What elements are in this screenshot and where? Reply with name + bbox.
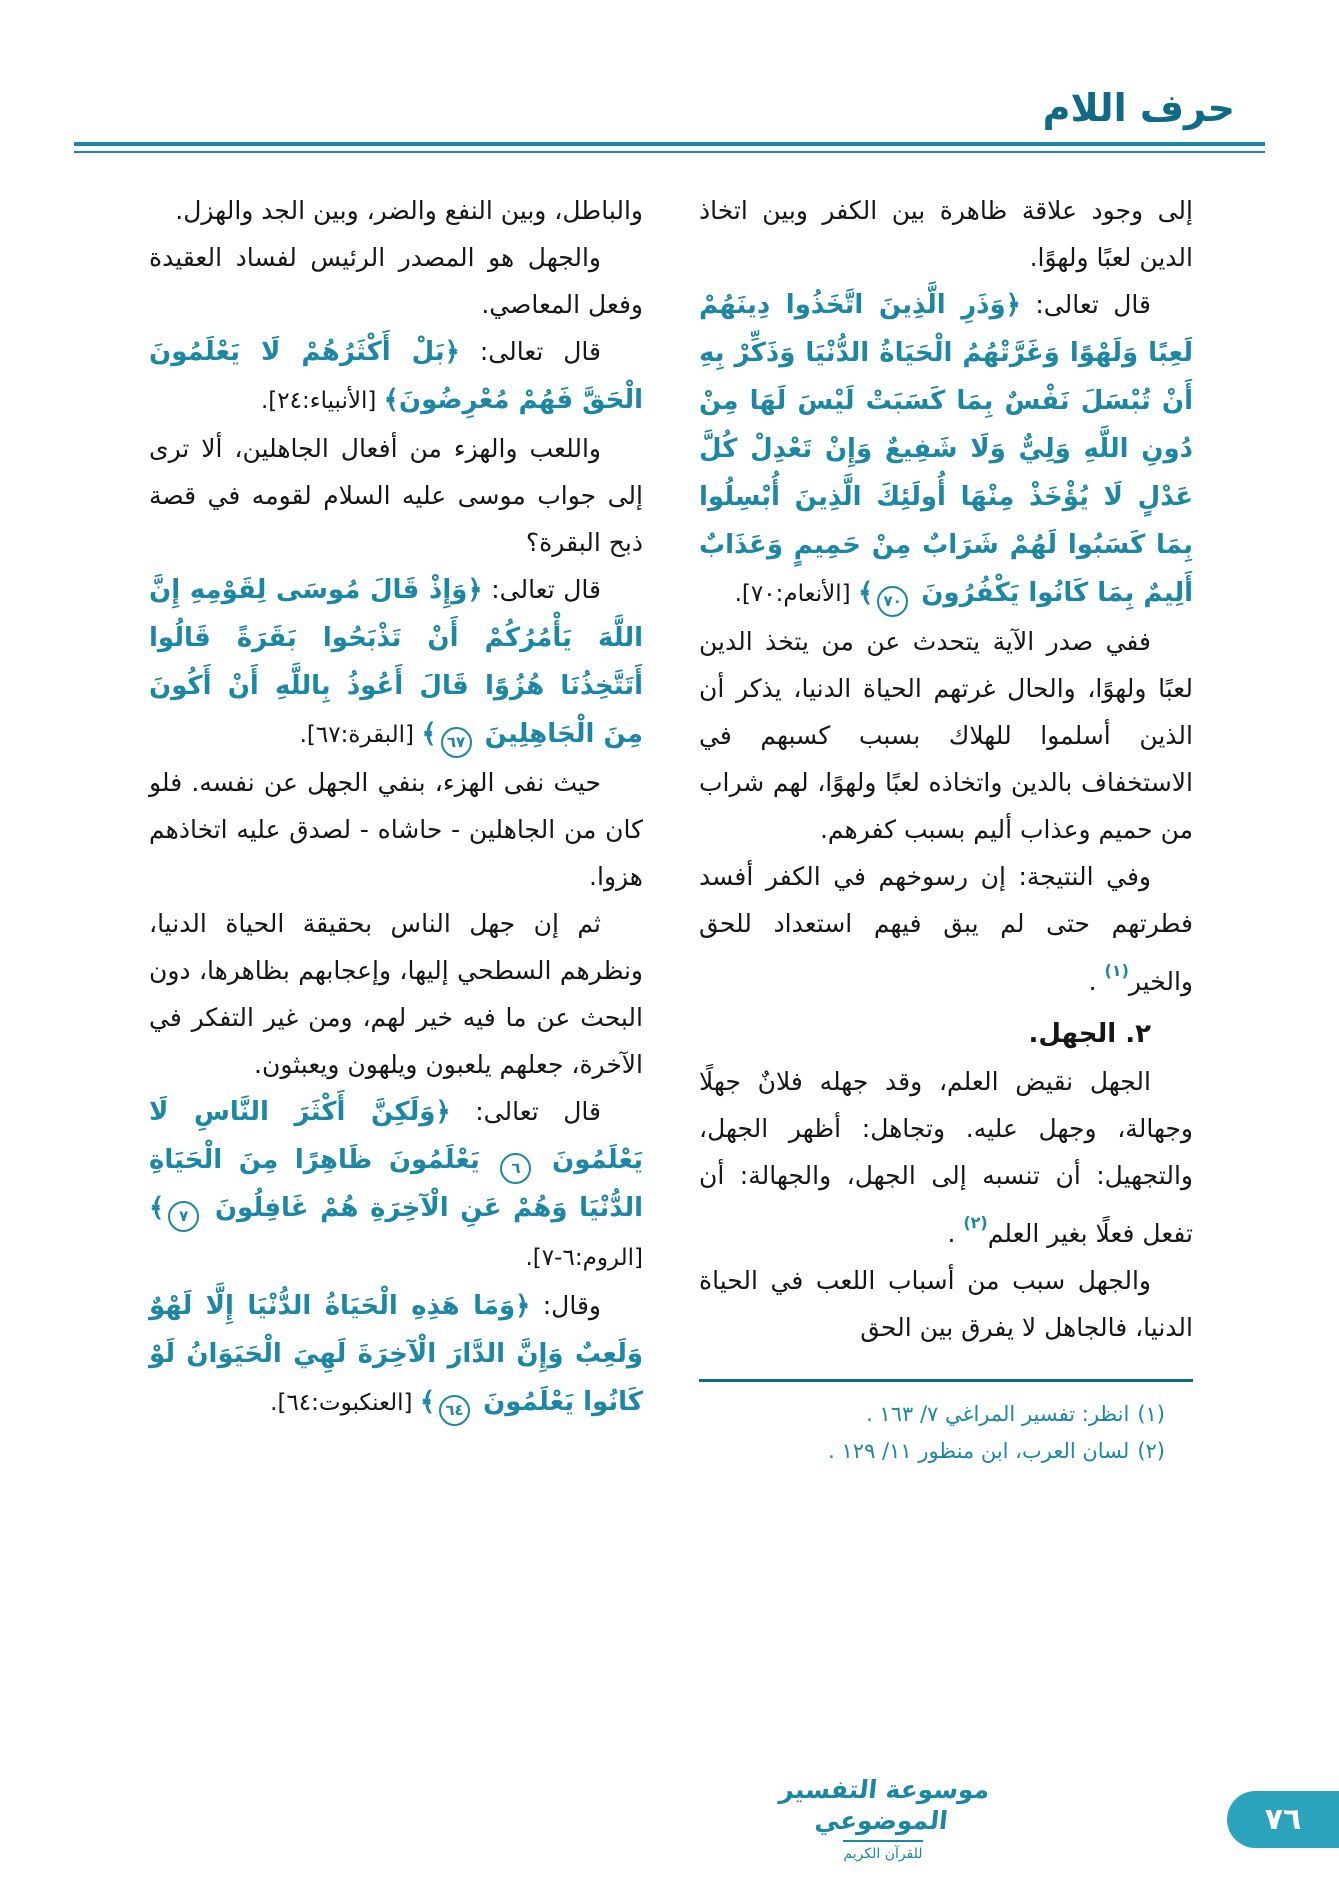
body-text: قال تعالى: xyxy=(1020,290,1152,319)
page-header xyxy=(0,0,1339,153)
body-text: حيث نفى الهزء، بنفي الجهل عن نفسه. فلو كان من الجاهلين - حاشاه - لصدق عليه اتخاذهم هزوا. xyxy=(149,768,643,891)
body-text: . xyxy=(1088,967,1105,996)
page-content xyxy=(148,187,1193,1470)
paragraph xyxy=(149,1282,643,1427)
quran-verse: ﴿وَذَرِ الَّذِينَ اتَّخَذُوا دِينَهُمْ لَعِبًا وَلَهْوًا وَغَرَّتْهُمُ الْحَيَاةُ الدُّنْيَا وَذَكِّرْ بِهِ أَنْ تُبْسَلَ نَفْسٌ بِمَا كَسَبَتْ لَيْسَ لَهَا مِنْ دُونِ اللَّهِ وَلِيٌّ وَلَا شَفِيعٌ وَإِنْ تَعْدِلْ كُلَّ عَدْلٍ لَا يُؤْخَذْ مِنْهَا أُولَئِكَ الَّذِينَ أُبْسِلُوا بِمَا كَسَبُوا لَهُمْ شَرَابٌ مِنْ حَمِيمٍ وَعَذَابٌ أَلِيمٌ بِمَا كَانُوا يَكْفُرُونَ xyxy=(699,290,1193,608)
body-text: ففي صدر الآية يتحدث عن من يتخذ الدين لعبًا ولهوًا، والحال غرتهم الحياة الدنيا، يذكر أن الذين أسلموا للهلاك بسبب كسبهم في الاستخفاف بالدين واتخاذه لعبًا ولهوًا، لهم شراب من حميم وعذاب أليم بسبب كفرهم. xyxy=(699,627,1193,844)
verse-reference: [العنكبوت:٦٤]. xyxy=(270,1390,420,1416)
paragraph xyxy=(699,187,1193,281)
chapter-title: حرف اللام xyxy=(1042,86,1235,130)
quran-verse: يَعْلَمُونَ ظَاهِرًا مِنَ الْحَيَاةِ الدُّنْيَا وَهُمْ عَنِ الْآخِرَةِ هُمْ غَافِلُونَ xyxy=(149,1145,643,1223)
verse-reference: [الأنعام:٧٠]. xyxy=(734,581,858,607)
body-text: والجهل هو المصدر الرئيس لفساد العقيدة وفعل المعاصي. xyxy=(149,243,643,319)
body-text: . xyxy=(947,1219,964,1248)
quran-verse: ﴿وَإِذْ قَالَ مُوسَى لِقَوْمِهِ إِنَّ اللَّهَ يَأْمُرُكُمْ أَنْ تَذْبَحُوا بَقَرَةً قَالُوا أَتَتَّخِذُنَا هُزُوًا قَالَ أَعُوذُ بِاللَّهِ أَنْ أَكُونَ مِنَ الْجَاهِلِينَ xyxy=(149,575,643,749)
footnote-reference: (١) xyxy=(1104,961,1129,980)
ayah-number: ٦٧ xyxy=(441,727,472,758)
header-rule-bottom xyxy=(74,151,1265,153)
paragraph xyxy=(149,328,643,425)
quran-verse: ﴿وَمَا هَذِهِ الْحَيَاةُ الدُّنْيَا إِلَّا لَهْوٌ وَلَعِبٌ وَإِنَّ الدَّارَ الْآخِرَةَ لَهِيَ الْحَيَوَانُ لَوْ كَانُوا يَعْلَمُونَ xyxy=(149,1291,643,1417)
paragraph xyxy=(149,759,643,900)
section-heading xyxy=(699,1011,1193,1058)
body-text: والجهل سبب من أسباب اللعب في الحياة الدنيا، فالجاهل لا يفرق بين الحق xyxy=(699,1266,1193,1342)
quran-verse: ﴾ xyxy=(419,1387,436,1417)
body-text: ٢. الجهل. xyxy=(1028,1019,1151,1049)
body-text: قال تعالى: xyxy=(459,337,601,366)
footnote-marker: (١) xyxy=(1137,1402,1165,1426)
footnote-marker: (٢) xyxy=(1137,1439,1165,1463)
paragraph xyxy=(699,618,1193,853)
column-left xyxy=(149,187,643,1470)
footnote xyxy=(699,1433,1193,1470)
paragraph xyxy=(149,234,643,328)
paragraph xyxy=(149,900,643,1088)
body-text: وقال: xyxy=(530,1291,601,1320)
body-text: ثم إن جهل الناس بحقيقة الحياة الدنيا، ونظرهم السطحي إليها، وإعجابهم بظاهرها، دون البحث عن ما فيه خير لهم، ومن غير التفكر في الآخرة، جعلهم يلعبون ويلهون ويعبثون. xyxy=(149,909,643,1079)
page-number-badge xyxy=(1227,1791,1339,1848)
paragraph xyxy=(149,187,643,234)
publisher-logo xyxy=(763,1774,1003,1862)
paragraph xyxy=(149,425,643,566)
quran-verse: ﴾ xyxy=(149,1193,165,1223)
ayah-number: ٧ xyxy=(168,1201,199,1232)
footnote-text: لسان العرب، ابن منظور ١١/ ١٢٩ . xyxy=(828,1439,1130,1463)
column-left-text xyxy=(149,187,643,1427)
header-rule-top xyxy=(74,142,1265,146)
body-text: واللعب والهزء من أفعال الجاهلين، ألا ترى إلى جواب موسى عليه السلام لقومه في قصة ذبح البقرة؟ xyxy=(149,434,643,557)
body-text: والباطل، وبين النفع والضر، وبين الجد والهزل. xyxy=(175,196,643,225)
paragraph xyxy=(699,1257,1193,1351)
logo-title: موسوعة التفسير الموضوعي xyxy=(778,1775,992,1835)
ayah-number: ٧٠ xyxy=(877,586,908,617)
verse-reference: [البقرة:٦٧]. xyxy=(299,722,422,748)
footnotes xyxy=(699,1379,1193,1470)
column-right xyxy=(699,187,1193,1470)
paragraph xyxy=(699,1058,1193,1257)
quran-verse: ﴿وَلَكِنَّ أَكْثَرَ النَّاسِ لَا يَعْلَمُونَ xyxy=(149,1097,643,1175)
footnote xyxy=(699,1396,1193,1433)
quran-verse: ﴾ xyxy=(857,578,874,608)
body-text: قال تعالى: xyxy=(450,1097,601,1126)
verse-reference: [الأنبياء:٢٤]. xyxy=(261,388,384,414)
paragraph xyxy=(149,566,643,759)
quran-verse: ﴿بَلْ أَكْثَرُهُمْ لَا يَعْلَمُونَ الْحَقَّ فَهُمْ مُعْرِضُونَ﴾ xyxy=(149,337,643,415)
ayah-number: ٦ xyxy=(500,1153,531,1184)
footnote-reference: (٢) xyxy=(963,1213,988,1232)
page-number: ٧٦ xyxy=(1264,1802,1302,1837)
logo-subtitle: للقرآن الكريم xyxy=(843,1840,922,1862)
footnote-separator xyxy=(699,1379,1193,1382)
ayah-number: ٦٤ xyxy=(439,1395,470,1426)
footnote-text: انظر: تفسير المراغي ٧/ ١٦٣ . xyxy=(866,1402,1130,1426)
body-text: الجهل نقيض العلم، وقد جهله فلانٌ جهلًا وجهالة، وجهل عليه. وتجاهل: أظهر الجهل، والتجهيل: أن تنسبه إلى الجهل، والجهالة: أن تفعل فعلًا بغير العلم xyxy=(699,1067,1193,1248)
paragraph xyxy=(699,281,1193,618)
verse-reference: [الروم:٦-٧]. xyxy=(525,1245,643,1271)
paragraph xyxy=(699,853,1193,1005)
body-text: إلى وجود علاقة ظاهرة بين الكفر وبين اتخاذ الدين لعبًا ولهوًا. xyxy=(699,196,1193,272)
quran-verse: ﴾ xyxy=(421,719,437,749)
body-text: وفي النتيجة: إن رسوخهم في الكفر أفسد فطرتهم حتى لم يبق فيهم استعداد للحق والخير xyxy=(699,862,1193,996)
body-text: قال تعالى: xyxy=(482,575,601,604)
paragraph xyxy=(149,1088,643,1282)
column-right-text xyxy=(699,187,1193,1351)
